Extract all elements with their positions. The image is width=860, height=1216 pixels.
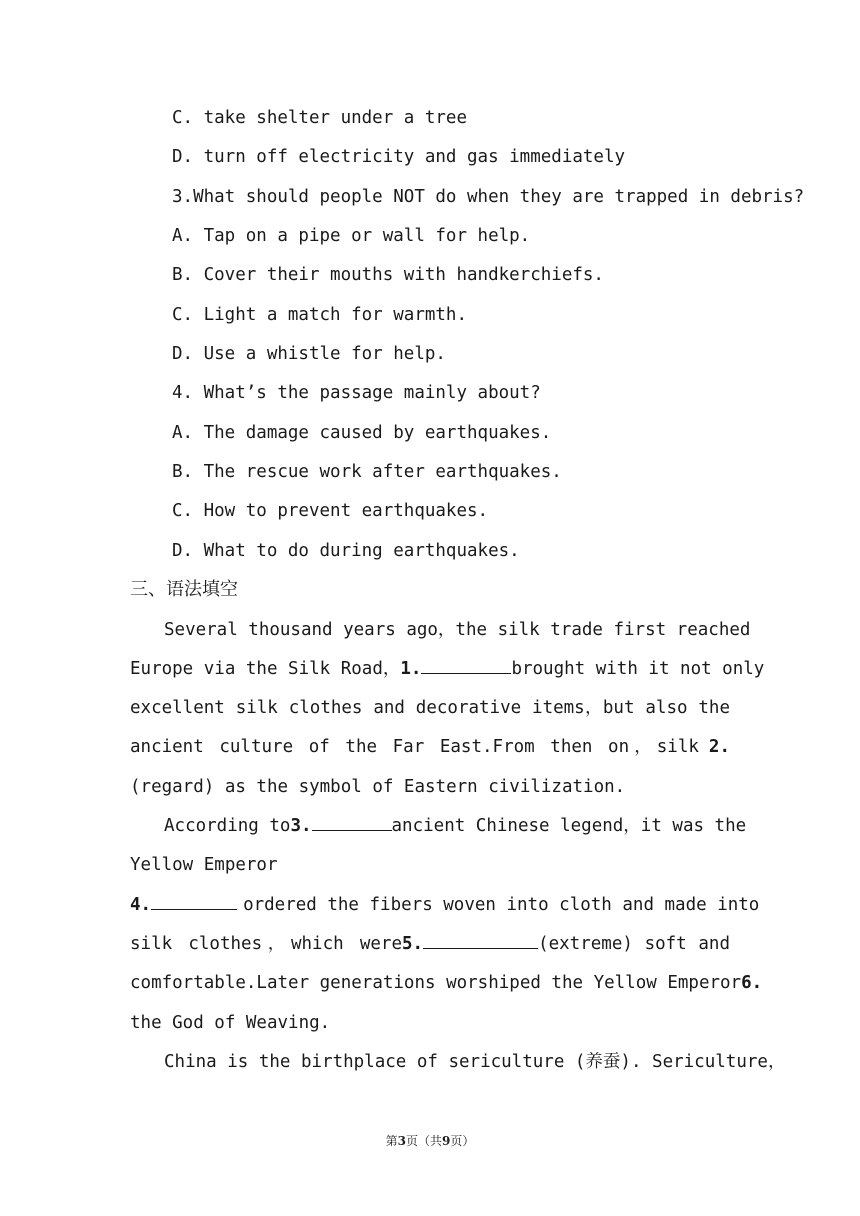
passage-line: Yellow Emperor [130,855,278,875]
blank-6-number[interactable]: 6. [741,973,763,993]
option-4c: C. How to prevent earthquakes. [172,501,489,521]
passage-line [130,657,765,681]
section-heading: 三、语法填空 [130,579,238,600]
footer-prefix: 第 [385,1134,398,1148]
blank-3[interactable] [290,814,391,838]
option-3b: B. Cover their mouths with handkerchiefs. [172,265,604,285]
passage-text: ordered the fibers woven into cloth and made into [243,895,760,915]
footer-middle: 页（共 [405,1134,442,1148]
passage-line: (regard) as the symbol of Eastern civilization. [130,777,626,797]
blank-5[interactable] [402,932,538,956]
option-2d: D. turn off electricity and gas immediately [172,147,626,167]
blank-line [312,814,392,831]
passage-text: ancient Chinese legend，it was the [391,816,747,836]
passage-line: the God of Weaving. [130,1013,331,1033]
question-3-text: 3.What should people NOT do when they are trapped in debris? [172,187,805,207]
blank-number: 4. [130,895,152,915]
page-footer [0,1132,860,1149]
option-4a: A. The damage caused by earthquakes. [172,423,552,443]
passage-line [164,814,747,838]
passage-text: ancient culture of the Far East.From then on，silk [130,737,699,757]
passage-line: Several thousand years ago，the silk trade first reached [164,620,751,640]
option-3d: D. Use a whistle for help. [172,344,446,364]
option-4b: B. The rescue work after earthquakes. [172,462,562,482]
blank-number: 3. [290,816,312,836]
passage-text: comfortable.Later generations worshiped the Yellow Emperor [130,973,742,993]
passage-text: silk clothes，which were [130,934,402,954]
passage-text: According to [164,816,291,836]
passage-line: excellent silk clothes and decorative items，but also the [130,698,730,718]
passage-text: brought with it not only [511,659,765,679]
passage-text: (extreme) soft and [538,934,730,954]
passage-line [130,932,730,956]
question-4-text: 4. What’s the passage mainly about? [172,383,541,403]
footer-total-pages: 9 [442,1134,451,1148]
passage-line [130,893,760,917]
passage-line [130,971,763,995]
passage-line [130,735,730,759]
option-3a: A. Tap on a pipe or wall for help. [172,226,531,246]
blank-line [151,893,237,910]
blank-number: 5. [402,934,424,954]
footer-suffix: 页） [450,1134,475,1148]
passage-text: Europe via the Silk Road， [130,659,401,679]
blank-number: 1. [400,659,422,679]
option-4d: D. What to do during earthquakes. [172,541,520,561]
option-2c: C. take shelter under a tree [172,108,468,128]
blank-line [421,657,511,674]
option-3c: C. Light a match for warmth. [172,305,468,325]
blank-1[interactable] [400,657,511,681]
passage-line: China is the birthplace of sericulture (养蚕). Sericulture， [164,1052,786,1072]
blank-2-number[interactable]: 2. [708,737,730,757]
footer-page-number: 3 [397,1134,406,1148]
blank-4[interactable] [130,893,237,917]
blank-line [423,932,538,949]
